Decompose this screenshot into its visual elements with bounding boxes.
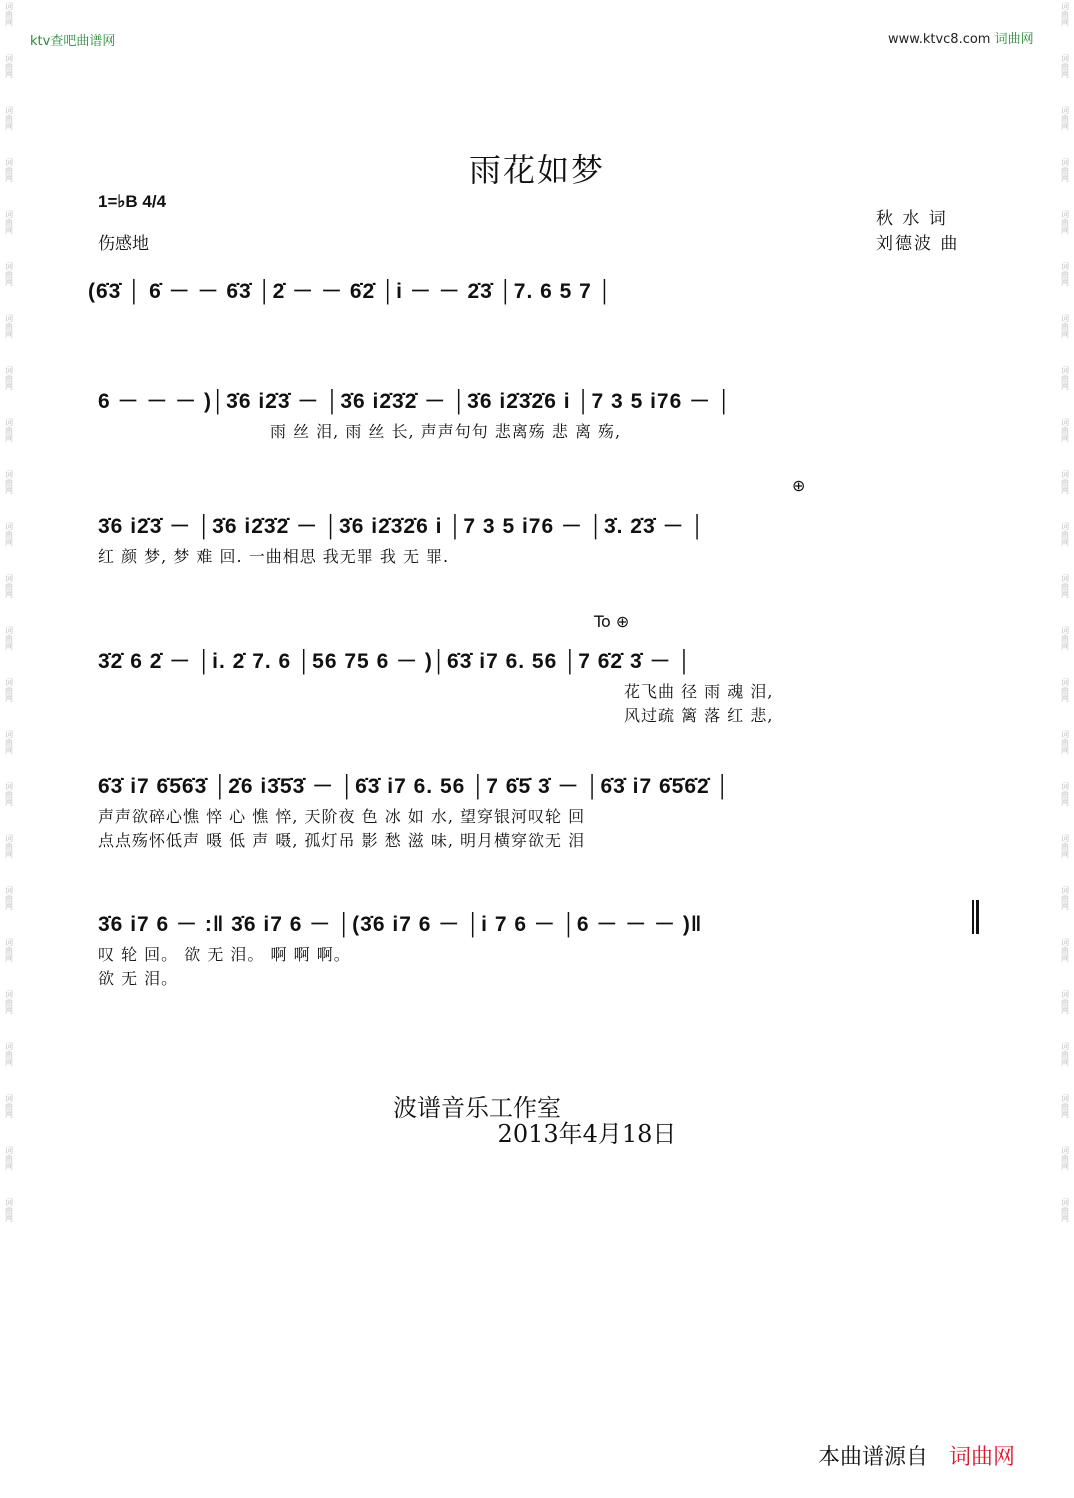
side-watermark-glyphs: 词曲网 xyxy=(4,522,14,546)
side-watermark-glyphs: 词曲网 xyxy=(4,418,14,442)
score-row-3-notes: 3̇6 i2̇3̇ － │3̇6 i2̇3̇2̇ － │3̇6 i2̇3̇2̇6 i │7 3 5 i76 － │3̇. 2̇3̇ － │ xyxy=(98,515,706,538)
score-row-4-lyrics-1: 花飞曲 径 雨 魂 泪, xyxy=(624,682,774,701)
side-watermark-glyphs: 词曲网 xyxy=(4,106,14,130)
side-watermark-glyphs: 词曲网 xyxy=(1060,834,1070,858)
coda-sign: ⊕ xyxy=(792,476,806,495)
side-watermark-glyphs: 词曲网 xyxy=(1060,782,1070,806)
side-watermark-glyphs: 词曲网 xyxy=(4,1042,14,1066)
side-watermark-glyphs: 词曲网 xyxy=(4,990,14,1014)
studio-name: 波谱音乐工作室 xyxy=(393,1094,561,1122)
side-watermark-glyphs: 词曲网 xyxy=(1060,626,1070,650)
side-watermark-glyphs: 词曲网 xyxy=(4,938,14,962)
side-watermark-glyphs: 词曲网 xyxy=(1060,1042,1070,1066)
side-watermark-glyphs: 词曲网 xyxy=(1060,54,1070,78)
studio-date: 2013年4月18日 xyxy=(497,1120,677,1148)
side-watermark-glyphs: 词曲网 xyxy=(4,1198,14,1222)
side-watermark-glyphs: 词曲网 xyxy=(1060,106,1070,130)
side-watermark-glyphs: 词曲网 xyxy=(1060,574,1070,598)
header-right-link[interactable] xyxy=(888,28,1034,47)
footer-source-site: 词曲网 xyxy=(949,1445,1016,1470)
side-watermark-glyphs: 词曲网 xyxy=(1060,314,1070,338)
composer-credit: 刘德波 曲 xyxy=(876,234,960,254)
side-watermark-glyphs: 词曲网 xyxy=(4,730,14,754)
to-coda-marker: To ⊕ xyxy=(594,612,630,631)
side-watermark-glyphs: 词曲网 xyxy=(1060,470,1070,494)
side-watermark-glyphs: 词曲网 xyxy=(1060,2,1070,26)
side-watermark-glyphs: 词曲网 xyxy=(4,574,14,598)
score-row-6-lyrics-1: 叹 轮 回。 欲 无 泪。 啊 啊 啊。 xyxy=(98,945,351,964)
footer-source-prefix: 本曲谱源自 xyxy=(818,1445,929,1470)
side-watermark-glyphs: 词曲网 xyxy=(1060,730,1070,754)
side-watermark-glyphs: 词曲网 xyxy=(1060,522,1070,546)
side-watermark-glyphs: 词曲网 xyxy=(4,886,14,910)
side-watermark-glyphs: 词曲网 xyxy=(1060,886,1070,910)
side-watermark-glyphs: 词曲网 xyxy=(4,210,14,234)
side-watermark-glyphs: 词曲网 xyxy=(4,782,14,806)
final-barline-thick xyxy=(976,900,979,934)
side-watermark-glyphs: 词曲网 xyxy=(4,158,14,182)
header-url: www.ktvc8.com xyxy=(888,32,991,47)
side-watermark-glyphs: 词曲网 xyxy=(4,2,14,26)
song-title: 雨花如梦 xyxy=(468,151,605,189)
score-row-6-notes: 3̇6 i7 6 － :‖ 3̇6 i7 6 － │(3̇6 i7 6 － │i 7 6 － │6 － － － )‖ xyxy=(98,913,703,936)
side-watermark-glyphs: 词曲网 xyxy=(4,262,14,286)
side-watermark-glyphs: 词曲网 xyxy=(1060,262,1070,286)
score-row-1-notes: (6̇3̇ │ 6̇ － － 6̇3̇ │2̇ － － 6̇2̇ │i － － 2̇3̇ │7. 6 5 7 │ xyxy=(88,280,613,303)
side-watermark-glyphs: 词曲网 xyxy=(1060,366,1070,390)
side-watermark-glyphs: 词曲网 xyxy=(1060,678,1070,702)
side-watermark-glyphs: 词曲网 xyxy=(4,626,14,650)
side-watermark-glyphs: 词曲网 xyxy=(4,678,14,702)
score-row-6-lyrics-2: 欲 无 泪。 xyxy=(98,969,179,988)
score-row-5-lyrics-2: 点点殇怀低声 嗫 低 声 嗫, 孤灯吊 影 愁 滋 味, 明月横穿欲无 泪 xyxy=(98,831,586,850)
side-watermark-glyphs: 词曲网 xyxy=(4,1146,14,1170)
lyricist-credit: 秋 水 词 xyxy=(876,209,948,229)
side-watermark-glyphs: 词曲网 xyxy=(1060,418,1070,442)
side-watermark-glyphs: 词曲网 xyxy=(4,54,14,78)
side-watermark-glyphs: 词曲网 xyxy=(4,366,14,390)
score-row-5-lyrics-1: 声声欲碎心憔 悴 心 憔 悴, 天阶夜 色 冰 如 水, 望穿银河叹轮 回 xyxy=(98,807,586,826)
side-watermark-glyphs: 词曲网 xyxy=(1060,1198,1070,1222)
side-watermark-glyphs: 词曲网 xyxy=(4,314,14,338)
header-left-link[interactable]: ktv查吧曲谱网 xyxy=(30,34,116,49)
side-watermark-glyphs: 词曲网 xyxy=(1060,938,1070,962)
score-row-4-notes: 3̇2̇ 6 2̇ － │i. 2̇ 7. 6 │56 75 6 － )│6̇3̇ i7 6. 56 │7 6̇2̇ 3̇ － │ xyxy=(98,650,693,673)
side-watermark-glyphs: 词曲网 xyxy=(1060,1094,1070,1118)
score-row-5-notes: 6̇3̇ i7 6̇5̇6̇3̇ │2̇6 i3̇5̇3̇ － │6̇3̇ i7 6. 56 │7 6̇5̇ 3̇ － │6̇3̇ i7 6̇5̇6̇2̇ │ xyxy=(98,775,731,798)
score-row-3-lyrics-1: 红 颜 梦, 梦 难 回. 一曲相思 我无罪 我 无 罪. xyxy=(98,547,450,566)
tempo-marking: 伤感地 xyxy=(98,234,149,254)
score-row-2-lyrics-1: 雨 丝 泪, 雨 丝 长, 声声句句 悲离殇 悲 离 殇, xyxy=(270,422,622,441)
side-watermark-glyphs: 词曲网 xyxy=(1060,1146,1070,1170)
score-row-4-lyrics-2: 风过疏 篱 落 红 悲, xyxy=(624,706,774,725)
score-row-2-notes: 6 － － － )│3̇6 i2̇3̇ － │3̇6 i2̇3̇2̇ － │3̇6 i2̇3̇2̇6 i │7 3 5 i76 － │ xyxy=(98,390,733,413)
key-signature: 1=♭B 4/4 xyxy=(98,192,167,211)
side-watermark-glyphs: 词曲网 xyxy=(1060,990,1070,1014)
final-barline xyxy=(972,900,974,934)
side-watermark-glyphs: 词曲网 xyxy=(1060,210,1070,234)
side-watermark-glyphs: 词曲网 xyxy=(4,834,14,858)
side-watermark-glyphs: 词曲网 xyxy=(4,1094,14,1118)
footer-source[interactable] xyxy=(818,1440,1015,1471)
header-site-name: 词曲网 xyxy=(994,32,1034,47)
side-watermark-glyphs: 词曲网 xyxy=(1060,158,1070,182)
side-watermark-glyphs: 词曲网 xyxy=(4,470,14,494)
